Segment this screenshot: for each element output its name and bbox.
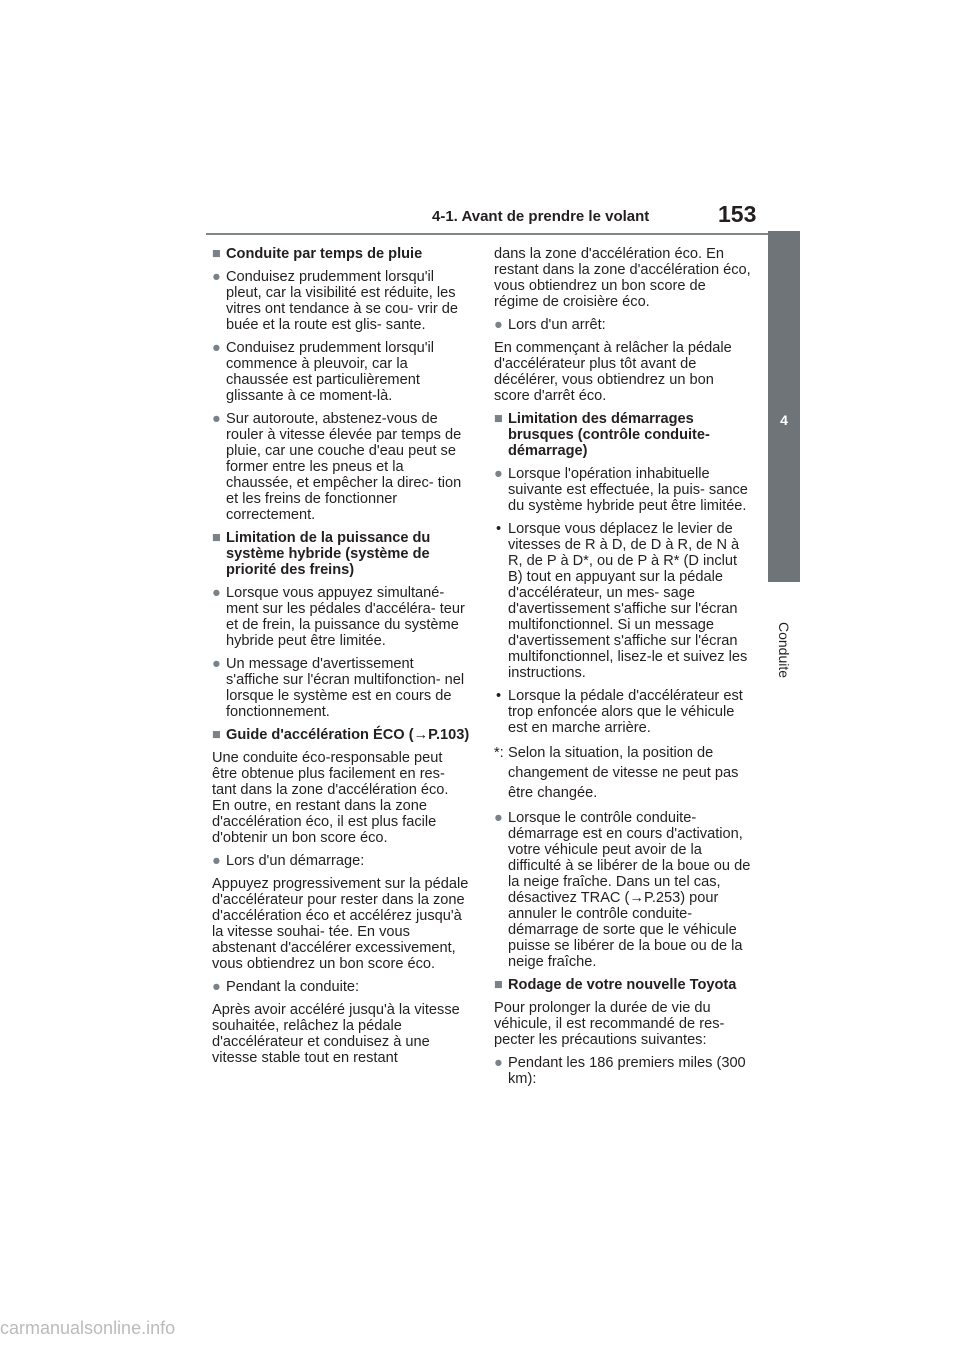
paragraph: Pour prolonger la durée de vie du véhicule, il est recommandé de res- pecter les précautions suivantes:: [494, 1000, 725, 1048]
bullet-item: ● Sur autoroute, abstenez-vous de rouler à vitesse élevée par temps de pluie, car une couche d'eau peut se former entre les pneus et la chaussée, et empêcher la direc- tion et les freins de fonctionner correctement.: [212, 411, 470, 523]
heading-break-in: ■ Rodage de votre nouvelle Toyota: [494, 977, 752, 993]
paragraph: Une conduite éco-responsable peut être obtenue plus facilement en res- tant dans la zone d'accélération éco. En outre, en restant dans la zone d'accélération éco, il est plus facile d'obtenir un bon score éco.: [212, 750, 449, 846]
heading-power-limitation: ■ Limitation de la puissance du système hybride (système de priorité des freins): [212, 530, 470, 578]
bullet-item: ● Un message d'avertissement s'affiche sur l'écran multifonction- nel lorsque le système est en cours de fonctionnement.: [212, 656, 470, 720]
footnote-mark: *:: [494, 745, 504, 761]
bullet-item: ● Lorsque vous appuyez simultané- ment sur les pédales d'accéléra- teur et de frein, la puissance du système hybride peut être limitée.: [212, 585, 470, 649]
bullet-item: ● Conduisez prudemment lorsqu'il pleut, car la visibilité est réduite, les vitres ont tendance à se cou- vrir de buée et la route est glis- sante.: [212, 269, 470, 333]
chapter-label: Conduite: [776, 621, 792, 679]
bullet-item: ● Lorsque le contrôle conduite-démarrage est en cours d'activation, votre véhicule peut avoir de la difficulté à se libérer de la boue ou de la neige fraîche. Dans un tel cas, désactivez TRAC (→P.253) pour annuler le contrôle conduite-démarrage de sorte que le véhicule puisse se libérer de la boue ou de la neige fraîche.: [494, 810, 752, 970]
dash-item: • Lorsque la pédale d'accélérateur est trop enfoncée alors que le véhicule est en marche arrière.: [494, 688, 752, 736]
bullet-item: ● Lors d'un démarrage:: [212, 853, 470, 869]
footnote: [494, 743, 752, 803]
heading-rain-driving: ■ Conduite par temps de pluie: [212, 246, 470, 262]
section-title: 4-1. Avant de prendre le volant: [432, 208, 650, 225]
paragraph: Appuyez progressivement sur la pédale d'accélérateur pour rester dans la zone d'accélération éco et accélérez jusqu'à la vitesse souhai- tée. En vous abstenant d'accélérer excessivement, vous obtiendrez un bon score éco.: [212, 876, 469, 972]
bullet-item: ● Lorsque l'opération inhabituelle suivante est effectuée, la puis- sance du système hybride peut être limitée.: [494, 466, 752, 514]
bullet-item: ● Pendant la conduite:: [212, 979, 470, 995]
header-divider: [206, 233, 800, 235]
paragraph: dans la zone d'accélération éco. En restant dans la zone d'accélération éco, vous obtiendrez un bon score de régime de croisière éco.: [494, 246, 751, 310]
watermark: carmanualsonline.info: [0, 1318, 176, 1338]
paragraph: Après avoir accéléré jusqu'à la vitesse souhaitée, relâchez la pédale d'accélérateur et conduisez à une vitesse stable tout en restant: [212, 1002, 460, 1066]
footnote-text: Selon la situation, la position de changement de vitesse ne peut pas être changée.: [508, 745, 739, 801]
bullet-item: ● Lors d'un arrêt:: [494, 317, 752, 333]
left-column: [212, 246, 470, 1073]
page-number: 153: [718, 201, 757, 227]
paragraph: En commençant à relâcher la pédale d'accélérateur plus tôt avant de décélérer, vous obtiendrez un bon score d'arrêt éco.: [494, 340, 732, 404]
bullet-item: ● Conduisez prudemment lorsqu'il commence à pleuvoir, car la chaussée est particulièrement glissante à ce moment-là.: [212, 340, 470, 404]
bullet-item: ● Pendant les 186 premiers miles (300 km):: [494, 1055, 752, 1087]
chapter-side-tab: [768, 231, 800, 582]
right-column: [494, 246, 752, 1094]
heading-eco-guide: ■ Guide d'accélération ÉCO (→P.103): [212, 727, 470, 743]
chapter-number: 4: [780, 412, 788, 428]
dash-item: • Lorsque vous déplacez le levier de vitesses de R à D, de D à R, de N à R, de P à D*, ou de P à R* (D inclut B) tout en appuyant sur la pédale d'accélérateur, un mes- sage d'avertissement s'affiche sur l'écran multifonctionnel. Si un message d'avertissement s'affiche sur l'écran multifonctionnel, lisez-le et suivez les instructions.: [494, 521, 752, 681]
heading-start-limitation: ■ Limitation des démarrages brusques (contrôle conduite-démarrage): [494, 411, 752, 459]
